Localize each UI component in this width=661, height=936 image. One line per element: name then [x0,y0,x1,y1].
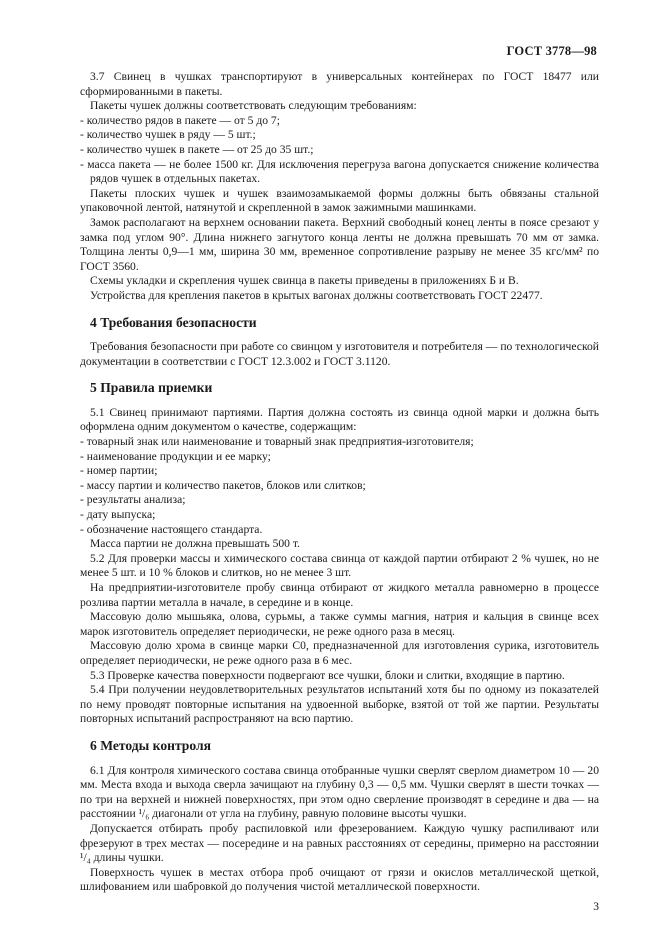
paragraph: Массовую долю мышьяка, олова, сурьмы, а также суммы магния, натрия и кальция в свинце всех марок изготовитель определяет периодически, не реже одного раза в месяц. [80,610,599,638]
list-item: - количество чушек в пакете — от 25 до 35 шт.; [80,143,599,158]
paragraph: 5.2 Для проверки массы и химического состава свинца от каждой партии отбирают 2 % чушек, но не менее 5 шт. и 10 % блоков и слитков, но не менее 3 шт. [80,551,599,580]
paragraph: Допускается отбирать пробу распиловкой или фрезерованием. Каждую чушку распиливают или фрезеруют в трех местах — посередине и на равных расстояниях от середины, примерно на расстоянии ¹/₄ длины чушки. [80,821,599,865]
paragraph: 5.1 Свинец принимают партиями. Партия должна состоять из свинца одной марки и должна быть оформлена одним документом о качестве, содержащим: [80,405,599,434]
list-item: - масса пакета — не более 1500 кг. Для исключения перегруза вагона допускается снижение количества рядов чушек в отдельных пакетах. [80,158,599,187]
paragraph: Схемы укладки и скрепления чушек свинца в пакеты приведены в приложениях Б и В. [90,274,519,288]
paragraph: Пакеты чушек должны соответствовать следующим требованиям: [90,99,417,113]
list-item: - результаты анализа; [80,493,599,508]
document-body [80,70,599,895]
list-item: - количество чушек в ряду — 5 шт.; [80,128,599,143]
paragraph: Пакеты плоских чушек и чушек взаимозамыкаемой формы должны быть обвязаны стальной упаковочной лентой, натянутой и скрепленной в замок зажимными машинками. [80,186,599,215]
paragraph: 6.1 Для контроля химического состава свинца отобранные чушки сверлят сверлом диаметром 10 — 20 мм. Места входа и выхода сверла зачищают на глубину 0,3 — 0,5 мм. Чушки сверлят в шести точках — по три на верхней и нижней поверхностях, при этом одно сверление производят в середине и два — на расстоянии ¹/₆ диагонали от угла на глубину, равную половине высоты чушки. [80,763,599,821]
paragraph: На предприятии-изготовителе пробу свинца отбирают от жидкого металла равномерно в процессе розлива партии металла в начале, в середине и в конце. [80,581,599,609]
list-item: - номер партии; [80,464,599,479]
standard-header: ГОСТ 3778—98 [506,44,597,58]
list-item: - обозначение настоящего стандарта. [80,523,599,538]
list-item: - товарный знак или наименование и товарный знак предприятия-изготовителя; [80,435,599,450]
paragraph: Замок располагают на верхнем основании пакета. Верхний свободный конец ленты в поясе срезают у замка под углом 90°. Длина нижнего загнутого конца ленты не должна превышать 70 мм от замка. Толщина ленты 0,9—1 мм, ширина 30 мм, временное сопротивление разрыву не менее 35 кгс/мм² по ГОСТ 3560. [80,215,599,273]
list-item: - наименование продукции и ее марку; [80,450,599,465]
list-item: - дату выпуска; [80,508,599,523]
paragraph: Масса партии не должна превышать 500 т. [90,537,300,551]
paragraph: 5.3 Проверке качества поверхности подвергают все чушки, блоки и слитки, входящие в партию. [90,668,565,682]
page-number: 3 [593,901,599,913]
paragraph: Поверхность чушек в местах отбора проб очищают от грязи и окислов металлической щеткой, шлифованием или шабровкой до получения чистой металлической поверхности. [80,865,599,894]
paragraph: 5.4 При получении неудовлетворительных результатов испытаний хотя бы по одному из показателей по нему проводят повторные испытания на удвоенной выборке, взятой от той же партии. Результаты повторных испытаний распространяют на всю партию. [80,683,599,726]
paragraph: Устройства для крепления пакетов в крытых вагонах должны соответствовать ГОСТ 22477. [90,288,543,302]
list-item: - количество рядов в пакете — от 5 до 7; [80,114,599,129]
paragraph: Массовую долю хрома в свинце марки С0, предназначенной для изготовления сурика, изготовитель определяет периодически, не реже одного раза в 6 мес. [80,639,599,667]
section-heading-acceptance: 5 Правила приемки [90,380,213,396]
list-item: - массу партии и количество пакетов, блоков или слитков; [80,479,599,494]
section-heading-methods: 6 Методы контроля [90,737,211,753]
paragraph: Требования безопасности при работе со свинцом у изготовителя и потребителя — по технологической документации в соответствии с ГОСТ 12.3.002 и ГОСТ 3.1120. [80,340,599,368]
section-heading-safety: 4 Требования безопасности [90,314,257,330]
paragraph: 3.7 Свинец в чушках транспортируют в универсальных контейнерах по ГОСТ 18477 или сформированными в пакеты. [80,70,599,98]
